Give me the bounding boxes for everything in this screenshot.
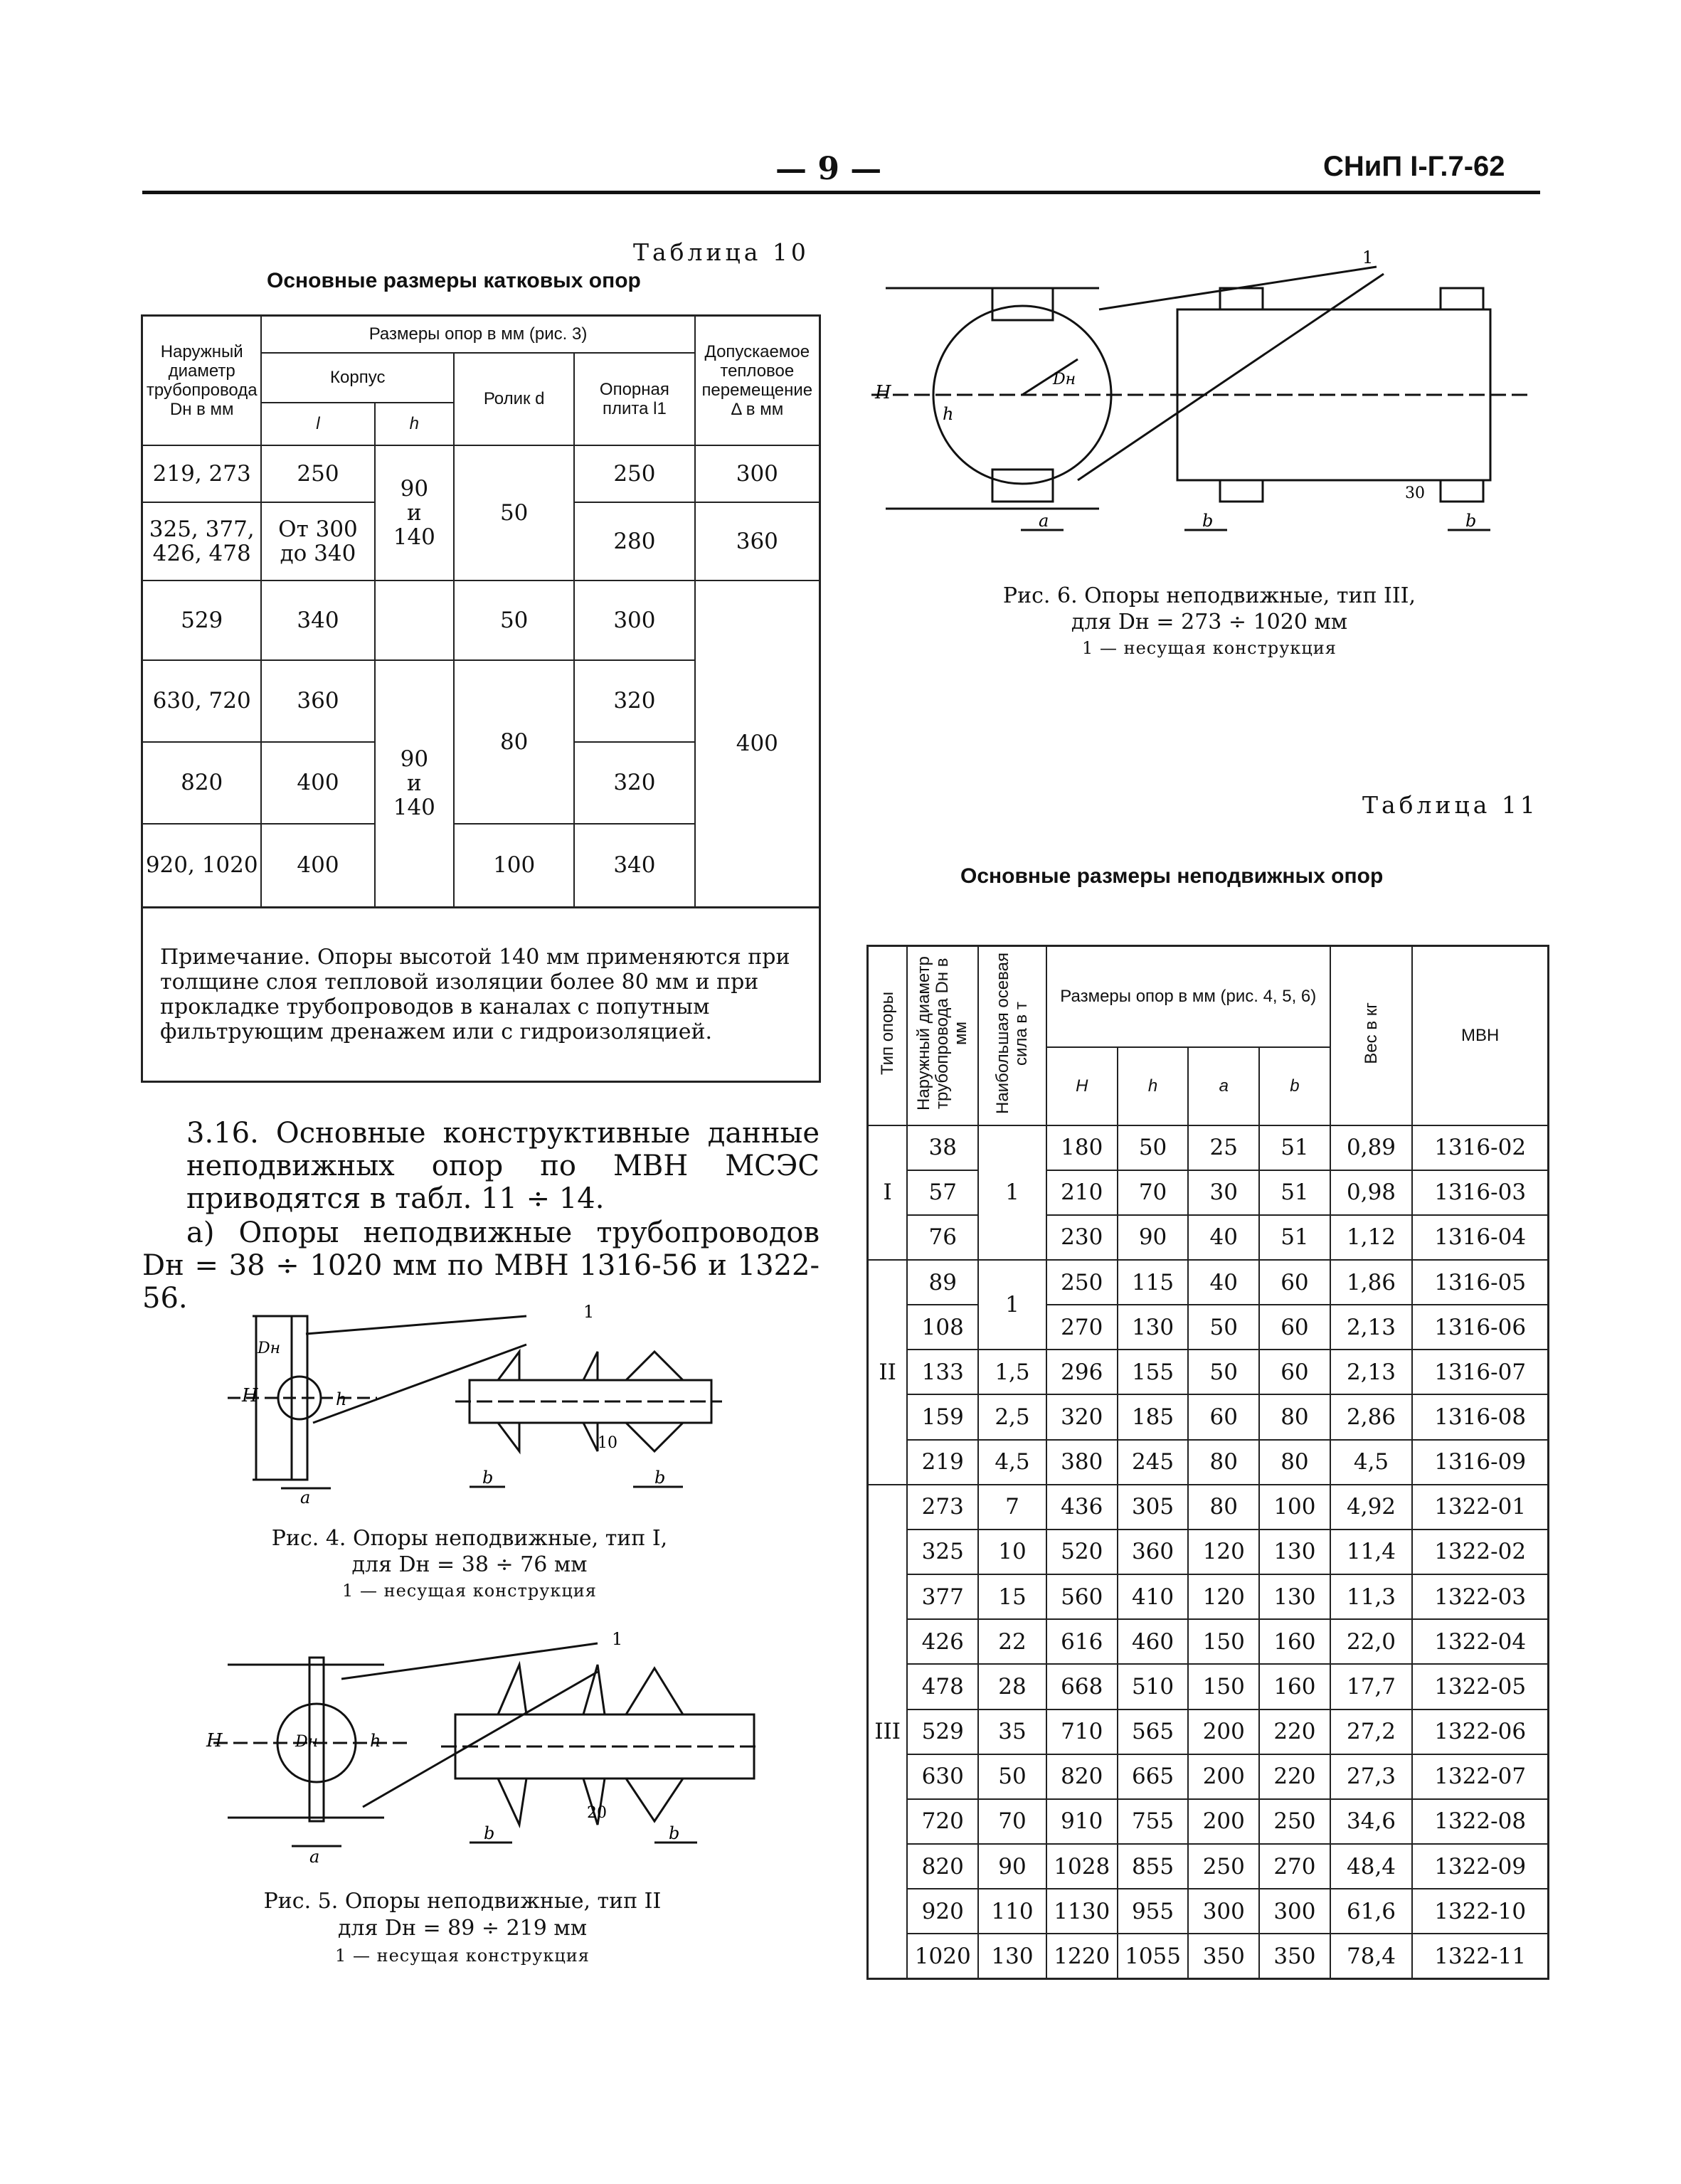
- diameter-cell: 377: [907, 1574, 978, 1619]
- table-cell: 920, 1020: [142, 824, 262, 908]
- weight-cell: 27,3: [1330, 1754, 1413, 1799]
- diameter-cell: 325: [907, 1530, 978, 1574]
- table11-caption: Таблица 11: [1362, 791, 1539, 819]
- b-cell: 220: [1259, 1709, 1330, 1754]
- table10-header-l: l: [261, 403, 374, 445]
- mvn-cell: 1322-06: [1412, 1709, 1548, 1754]
- weight-cell: 4,5: [1330, 1440, 1413, 1485]
- a-cell: 80: [1188, 1440, 1259, 1485]
- weight-cell: 61,6: [1330, 1889, 1413, 1934]
- b-cell: 51: [1259, 1125, 1330, 1170]
- a-cell: 60: [1188, 1394, 1259, 1439]
- figure4-label-b-left: b: [482, 1468, 494, 1488]
- a-cell: 200: [1188, 1799, 1259, 1844]
- mvn-cell: 1316-02: [1412, 1125, 1548, 1170]
- figure5-label-h: h: [370, 1731, 381, 1751]
- table10-header-movement: Допускаемое тепловое перемещение Δ в мм: [695, 316, 820, 445]
- b-cell: 51: [1259, 1170, 1330, 1215]
- diameter-cell: 920: [907, 1889, 978, 1934]
- figure6-label-h: h: [943, 404, 954, 424]
- table-row: [868, 1754, 1549, 1799]
- mvn-cell: 1316-05: [1412, 1260, 1548, 1305]
- table-cell: [375, 581, 455, 660]
- h-cell: 510: [1118, 1664, 1189, 1709]
- table10: [141, 314, 821, 1083]
- weight-cell: 4,92: [1330, 1485, 1413, 1530]
- force-cell: 110: [978, 1889, 1046, 1934]
- table-row: [868, 1485, 1549, 1530]
- figure6-drawing: [864, 245, 1540, 569]
- b-cell: 250: [1259, 1799, 1330, 1844]
- figure4-legend: 1 — несущая конструкция: [342, 1581, 597, 1601]
- section-3-16-text: 3.16. Основные конструктивные данные неподвижных опор по МВН МСЭС приводятся в табл. 11 ÷ 14.: [186, 1117, 820, 1215]
- h-cell: 90: [1118, 1215, 1189, 1260]
- table-cell: 50: [454, 581, 574, 660]
- figure4-label-10: 10: [598, 1434, 617, 1452]
- a-cell: 250: [1188, 1844, 1259, 1889]
- H-cell: 210: [1046, 1170, 1118, 1215]
- H-cell: 180: [1046, 1125, 1118, 1170]
- table10-caption: Таблица 10: [633, 238, 810, 266]
- H-cell: 436: [1046, 1485, 1118, 1530]
- table-row: [868, 1305, 1549, 1350]
- weight-cell: 2,13: [1330, 1305, 1413, 1350]
- table10-header-h: h: [375, 403, 455, 445]
- diameter-cell: 108: [907, 1305, 978, 1350]
- header-rule: [142, 191, 1540, 194]
- support-type-cell: II: [868, 1260, 908, 1485]
- figure5-caption-range: для Dн = 89 ÷ 219 мм: [337, 1916, 588, 1941]
- a-cell: 150: [1188, 1664, 1259, 1709]
- h-cell: 130: [1118, 1305, 1189, 1350]
- table11-body: [868, 1125, 1549, 1979]
- mvn-cell: 1322-01: [1412, 1485, 1548, 1530]
- mvn-cell: 1316-03: [1412, 1170, 1548, 1215]
- force-cell: 1: [978, 1260, 1046, 1350]
- weight-cell: 0,89: [1330, 1125, 1413, 1170]
- a-cell: 50: [1188, 1350, 1259, 1394]
- b-cell: 160: [1259, 1664, 1330, 1709]
- diameter-cell: 478: [907, 1664, 978, 1709]
- diameter-cell: 76: [907, 1215, 978, 1260]
- force-cell: 10: [978, 1530, 1046, 1574]
- table-cell: 340: [261, 581, 374, 660]
- figure6-label-H: H: [875, 382, 891, 403]
- table-cell: 340: [574, 824, 694, 908]
- diameter-cell: 630: [907, 1754, 978, 1799]
- force-cell: 130: [978, 1934, 1046, 1978]
- table-cell: 630, 720: [142, 660, 262, 742]
- weight-cell: 48,4: [1330, 1844, 1413, 1889]
- table11-header-b: b: [1259, 1047, 1330, 1125]
- b-cell: 100: [1259, 1485, 1330, 1530]
- h-cell: 115: [1118, 1260, 1189, 1305]
- force-cell: 2,5: [978, 1394, 1046, 1439]
- table-cell: 300: [695, 445, 820, 502]
- diameter-cell: 529: [907, 1709, 978, 1754]
- mvn-cell: 1322-04: [1412, 1619, 1548, 1664]
- mvn-cell: 1316-09: [1412, 1440, 1548, 1485]
- document-code: СНиП I-Г.7-62: [1323, 151, 1505, 182]
- table11-header-a: a: [1188, 1047, 1259, 1125]
- b-cell: 60: [1259, 1260, 1330, 1305]
- a-cell: 200: [1188, 1709, 1259, 1754]
- table-cell: 400: [261, 824, 374, 908]
- a-cell: 350: [1188, 1934, 1259, 1978]
- H-cell: 710: [1046, 1709, 1118, 1754]
- weight-cell: 1,12: [1330, 1215, 1413, 1260]
- table11-header-weight: Вес в кг: [1330, 946, 1413, 1125]
- a-cell: 200: [1188, 1754, 1259, 1799]
- H-cell: 520: [1046, 1530, 1118, 1574]
- table-cell: 250: [261, 445, 374, 502]
- table11-header-mvn: МВН: [1412, 946, 1548, 1125]
- H-cell: 616: [1046, 1619, 1118, 1664]
- a-cell: 120: [1188, 1574, 1259, 1619]
- H-cell: 296: [1046, 1350, 1118, 1394]
- mvn-cell: 1322-11: [1412, 1934, 1548, 1978]
- table-cell: 250: [574, 445, 694, 502]
- figure6-label-b-left: b: [1202, 511, 1214, 531]
- b-cell: 130: [1259, 1574, 1330, 1619]
- b-cell: 130: [1259, 1530, 1330, 1574]
- figure4-label-a: a: [300, 1488, 311, 1507]
- table-cell: 820: [142, 742, 262, 824]
- b-cell: 80: [1259, 1394, 1330, 1439]
- h-cell: 565: [1118, 1709, 1189, 1754]
- table-row: [868, 1664, 1549, 1709]
- diameter-cell: 426: [907, 1619, 978, 1664]
- force-cell: 35: [978, 1709, 1046, 1754]
- mvn-cell: 1322-10: [1412, 1889, 1548, 1934]
- H-cell: 910: [1046, 1799, 1118, 1844]
- table10-header-diameter: Наружный диаметр трубопровода Dн в мм: [142, 316, 262, 445]
- h-cell: 665: [1118, 1754, 1189, 1799]
- h-cell: 305: [1118, 1485, 1189, 1530]
- figure5-label-b-left: b: [484, 1823, 495, 1843]
- table-row: [868, 1170, 1549, 1215]
- table11-header-H: H: [1046, 1047, 1118, 1125]
- weight-cell: 78,4: [1330, 1934, 1413, 1978]
- table-cell: 360: [695, 502, 820, 581]
- H-cell: 668: [1046, 1664, 1118, 1709]
- h-cell: 70: [1118, 1170, 1189, 1215]
- table11-header-h: h: [1118, 1047, 1189, 1125]
- weight-cell: 22,0: [1330, 1619, 1413, 1664]
- diameter-cell: 720: [907, 1799, 978, 1844]
- figure5-label-a: a: [309, 1847, 320, 1864]
- weight-cell: 11,3: [1330, 1574, 1413, 1619]
- figure5-label-H: H: [206, 1730, 223, 1751]
- table-cell: 80: [454, 660, 574, 824]
- table-row: [868, 1844, 1549, 1889]
- b-cell: 51: [1259, 1215, 1330, 1260]
- figure6-label-30: 30: [1405, 484, 1425, 502]
- table-row: [868, 1574, 1549, 1619]
- diameter-cell: 57: [907, 1170, 978, 1215]
- H-cell: 250: [1046, 1260, 1118, 1305]
- diameter-cell: 89: [907, 1260, 978, 1305]
- figure5-legend: 1 — несущая конструкция: [335, 1946, 590, 1966]
- force-cell: 7: [978, 1485, 1046, 1530]
- mvn-cell: 1316-07: [1412, 1350, 1548, 1394]
- force-cell: 28: [978, 1664, 1046, 1709]
- table-row: [868, 1215, 1549, 1260]
- b-cell: 160: [1259, 1619, 1330, 1664]
- mvn-cell: 1322-09: [1412, 1844, 1548, 1889]
- figure6-label-a: a: [1039, 511, 1049, 531]
- section-3-16-item-a: а) Опоры неподвижные трубопроводов Dн = 38 ÷ 1020 мм по МВН 1316-56 и 1322-56.: [142, 1216, 820, 1315]
- H-cell: 1220: [1046, 1934, 1118, 1978]
- table11-header-diameter: Наружный диаметр трубопровода Dн в мм: [907, 946, 978, 1125]
- force-cell: 1: [978, 1125, 1046, 1260]
- a-cell: 30: [1188, 1170, 1259, 1215]
- h-cell: 1055: [1118, 1934, 1189, 1978]
- a-cell: 150: [1188, 1619, 1259, 1664]
- figure6-legend: 1 — несущая конструкция: [1082, 638, 1337, 658]
- mvn-cell: 1316-06: [1412, 1305, 1548, 1350]
- a-cell: 80: [1188, 1485, 1259, 1530]
- force-cell: 70: [978, 1799, 1046, 1844]
- H-cell: 820: [1046, 1754, 1118, 1799]
- a-cell: 40: [1188, 1215, 1259, 1260]
- figure6-label-Dn: Dн: [1053, 371, 1076, 388]
- h-cell: 185: [1118, 1394, 1189, 1439]
- figure6-label-b-right: b: [1465, 511, 1477, 531]
- mvn-cell: 1322-07: [1412, 1754, 1548, 1799]
- h-cell: 955: [1118, 1889, 1189, 1934]
- diameter-cell: 219: [907, 1440, 978, 1485]
- table-cell: 219, 273: [142, 445, 262, 502]
- figure5-label-20: 20: [587, 1804, 607, 1822]
- mvn-cell: 1322-03: [1412, 1574, 1548, 1619]
- figure6-caption: Рис. 6. Опоры неподвижные, тип III,: [1002, 583, 1416, 608]
- figure6-label-1: 1: [1362, 248, 1374, 267]
- figure4-label-1: 1: [583, 1302, 595, 1322]
- H-cell: 320: [1046, 1394, 1118, 1439]
- table-cell: 320: [574, 660, 694, 742]
- weight-cell: 2,13: [1330, 1350, 1413, 1394]
- table-cell: 100: [454, 824, 574, 908]
- a-cell: 50: [1188, 1305, 1259, 1350]
- table11-header-type: Тип опоры: [868, 946, 908, 1125]
- h-cell: 460: [1118, 1619, 1189, 1664]
- table-row: [868, 1709, 1549, 1754]
- figure4-drawing: [213, 1302, 726, 1508]
- mvn-cell: 1322-05: [1412, 1664, 1548, 1709]
- H-cell: 560: [1046, 1574, 1118, 1619]
- figure4-label-Dn: Dн: [258, 1340, 281, 1357]
- table-cell: 529: [142, 581, 262, 660]
- table-cell: От 300 до 340: [261, 502, 374, 581]
- table10-header-sizes: Размеры опор в мм (рис. 3): [261, 316, 694, 353]
- table11-header-force: Наибольшая осевая сила в т: [978, 946, 1046, 1125]
- table-cell: 90 и 140: [375, 445, 455, 581]
- force-cell: 1,5: [978, 1350, 1046, 1394]
- b-cell: 80: [1259, 1440, 1330, 1485]
- diameter-cell: 273: [907, 1485, 978, 1530]
- weight-cell: 34,6: [1330, 1799, 1413, 1844]
- figure5-label-b-right: b: [669, 1823, 680, 1843]
- figure4-label-b-right: b: [654, 1468, 666, 1488]
- table11-header-sizes: Размеры опор в мм (рис. 4, 5, 6): [1046, 946, 1330, 1047]
- page-number: — 9 —: [775, 151, 882, 187]
- table10-title: Основные размеры катковых опор: [267, 269, 641, 292]
- table-row: [868, 1889, 1549, 1934]
- table-row: [868, 1125, 1549, 1170]
- table-cell: 280: [574, 502, 694, 581]
- h-cell: 360: [1118, 1530, 1189, 1574]
- b-cell: 60: [1259, 1350, 1330, 1394]
- figure4-label-H: H: [242, 1385, 258, 1406]
- a-cell: 300: [1188, 1889, 1259, 1934]
- table11-title: Основные размеры неподвижных опор: [960, 864, 1384, 888]
- figure4-label-h: h: [336, 1389, 347, 1409]
- force-cell: 15: [978, 1574, 1046, 1619]
- table-cell: 90 и 140: [375, 660, 455, 908]
- a-cell: 120: [1188, 1530, 1259, 1574]
- h-cell: 245: [1118, 1440, 1189, 1485]
- H-cell: 270: [1046, 1305, 1118, 1350]
- H-cell: 380: [1046, 1440, 1118, 1485]
- diameter-cell: 133: [907, 1350, 978, 1394]
- weight-cell: 27,2: [1330, 1709, 1413, 1754]
- figure5-label-1: 1: [612, 1629, 623, 1649]
- table-row: [868, 1530, 1549, 1574]
- table-cell: 50: [454, 445, 574, 581]
- b-cell: 220: [1259, 1754, 1330, 1799]
- mvn-cell: 1316-08: [1412, 1394, 1548, 1439]
- force-cell: 90: [978, 1844, 1046, 1889]
- table-cell: 360: [261, 660, 374, 742]
- weight-cell: 17,7: [1330, 1664, 1413, 1709]
- figure4-caption: Рис. 4. Опоры неподвижные, тип I,: [271, 1526, 668, 1551]
- diameter-cell: 820: [907, 1844, 978, 1889]
- b-cell: 270: [1259, 1844, 1330, 1889]
- H-cell: 230: [1046, 1215, 1118, 1260]
- H-cell: 1130: [1046, 1889, 1118, 1934]
- diameter-cell: 159: [907, 1394, 978, 1439]
- h-cell: 155: [1118, 1350, 1189, 1394]
- force-cell: 22: [978, 1619, 1046, 1664]
- table-cell: 325, 377, 426, 478: [142, 502, 262, 581]
- table10-header-plate: Опорная плита l1: [574, 353, 694, 445]
- weight-cell: 2,86: [1330, 1394, 1413, 1439]
- table-cell: 300: [574, 581, 694, 660]
- h-cell: 755: [1118, 1799, 1189, 1844]
- mvn-cell: 1316-04: [1412, 1215, 1548, 1260]
- table-row: [868, 1350, 1549, 1394]
- support-type-cell: III: [868, 1485, 908, 1979]
- weight-cell: 0,98: [1330, 1170, 1413, 1215]
- h-cell: 50: [1118, 1125, 1189, 1170]
- figure5-label-Dn: Dн: [295, 1733, 319, 1751]
- H-cell: 1028: [1046, 1844, 1118, 1889]
- table11: [866, 945, 1549, 1980]
- force-cell: 4,5: [978, 1440, 1046, 1485]
- table-row: [868, 1260, 1549, 1305]
- mvn-cell: 1322-02: [1412, 1530, 1548, 1574]
- b-cell: 60: [1259, 1305, 1330, 1350]
- figure5-caption: Рис. 5. Опоры неподвижные, тип II: [263, 1889, 662, 1914]
- table-row: [868, 1799, 1549, 1844]
- table-cell: 400: [695, 581, 820, 908]
- h-cell: 410: [1118, 1574, 1189, 1619]
- weight-cell: 1,86: [1330, 1260, 1413, 1305]
- table-cell: 320: [574, 742, 694, 824]
- table-row: [868, 1934, 1549, 1978]
- table-cell: 400: [261, 742, 374, 824]
- diameter-cell: 1020: [907, 1934, 978, 1978]
- table-row: [868, 1440, 1549, 1485]
- h-cell: 855: [1118, 1844, 1189, 1889]
- table-row: [868, 1619, 1549, 1664]
- table10-header-body: Корпус: [261, 353, 454, 403]
- figure4-caption-range: для Dн = 38 ÷ 76 мм: [351, 1552, 588, 1577]
- b-cell: 350: [1259, 1934, 1330, 1978]
- table10-note: Примечание. Опоры высотой 140 мм применяются при толщине слоя тепловой изоляции более 80 мм и при прокладке трубопроводов в каналах с попутным фильтрующим дренажем или с гидроизоляцией.: [142, 908, 820, 1082]
- a-cell: 40: [1188, 1260, 1259, 1305]
- figure6-caption-range: для Dн = 273 ÷ 1020 мм: [1071, 610, 1348, 635]
- mvn-cell: 1322-08: [1412, 1799, 1548, 1844]
- table10-header-roller: Ролик d: [454, 353, 574, 445]
- figure5-drawing: [199, 1629, 768, 1864]
- b-cell: 300: [1259, 1889, 1330, 1934]
- a-cell: 25: [1188, 1125, 1259, 1170]
- diameter-cell: 38: [907, 1125, 978, 1170]
- support-type-cell: I: [868, 1125, 908, 1260]
- force-cell: 50: [978, 1754, 1046, 1799]
- table-row: [868, 1394, 1549, 1439]
- weight-cell: 11,4: [1330, 1530, 1413, 1574]
